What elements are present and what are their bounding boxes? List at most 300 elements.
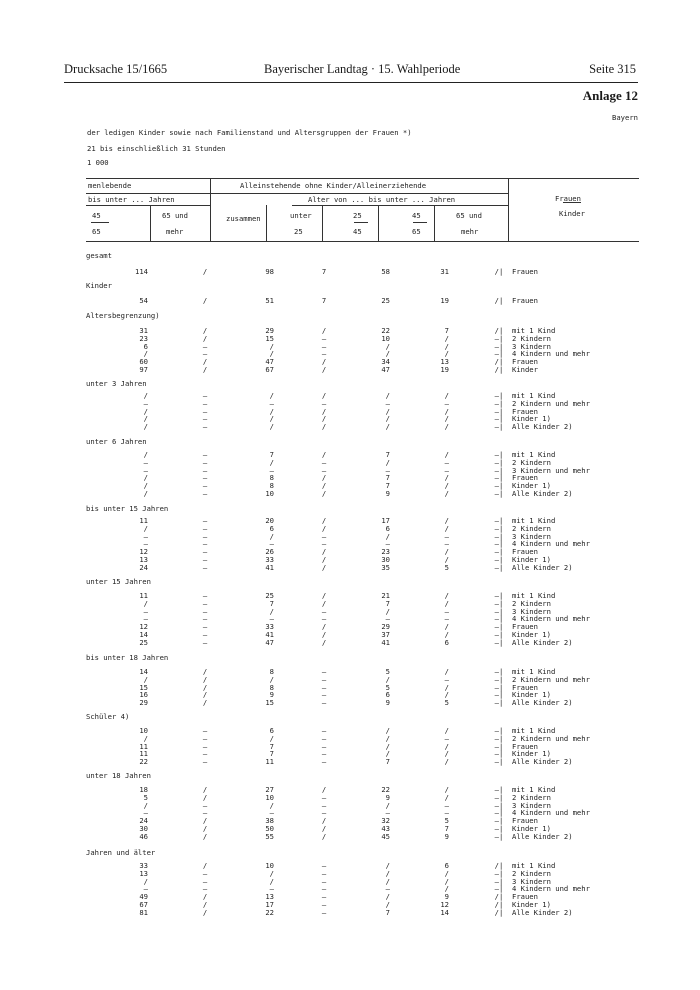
header-rule-4 <box>292 205 508 206</box>
col-45-65: / <box>444 341 449 351</box>
col-total: 50 <box>265 824 274 833</box>
col-cohabiting-45-65: 13 <box>139 555 148 564</box>
col-total: 22 <box>265 907 274 917</box>
row-label: 4 Kindern und mehr <box>512 539 590 549</box>
row-label: mit 1 Kind <box>512 785 556 794</box>
col-cohabiting-45-65: – <box>143 465 148 475</box>
col-under-25: – <box>321 531 327 541</box>
col-under-25: – <box>321 800 327 810</box>
row-label: Kinder 1) <box>512 690 551 700</box>
col-45-65: / <box>444 726 449 735</box>
table-header <box>86 178 639 242</box>
col-under-25: – <box>321 749 327 759</box>
col-cohabiting-65plus: – <box>202 414 208 424</box>
col-25-45: 22 <box>381 326 390 335</box>
col-cohabiting-65plus: – <box>202 465 208 475</box>
col-cohabiting-65plus: / <box>202 357 208 367</box>
col-25-45: / <box>385 861 390 870</box>
col-65plus: –| <box>494 757 504 767</box>
col-cohabiting-65plus: – <box>202 884 208 894</box>
col-45-65: – <box>444 606 449 616</box>
page-number: Seite 315 <box>589 62 636 76</box>
col-cohabiting-45-65: 30 <box>139 824 148 833</box>
col-total: 8 <box>269 682 274 692</box>
row-label: Kinder 1) <box>512 414 551 424</box>
col-under-25: / <box>321 523 327 533</box>
col-under-25: / <box>321 489 327 498</box>
row-label: 4 Kindern und mehr <box>512 349 590 359</box>
col-65plus: –| <box>494 614 504 624</box>
col-45-65: / <box>444 591 449 600</box>
col-cohabiting-65plus: / <box>202 267 208 276</box>
col-cohabiting-45-65: 31 <box>139 326 148 335</box>
col-65plus: –| <box>494 414 504 424</box>
col-total: – <box>269 398 274 408</box>
col-total: 33 <box>265 622 274 632</box>
fraction-bar-2 <box>354 222 368 223</box>
col-sep-1 <box>150 205 151 241</box>
row-label: mit 1 Kind <box>512 450 556 459</box>
col-under-25: – <box>321 792 327 802</box>
col-cohabiting-45-65: / <box>143 391 148 400</box>
table-row <box>0 691 700 699</box>
col-25-45: / <box>385 726 390 735</box>
col-65plus: –| <box>494 785 504 794</box>
col-25-45: 32 <box>381 816 390 826</box>
col-cohabiting-45-65: / <box>143 674 148 684</box>
col-cohabiting-65plus: – <box>202 726 208 735</box>
col-cohabiting-65plus: – <box>202 868 208 878</box>
col-65plus: –| <box>494 876 504 886</box>
col-65plus: –| <box>494 674 504 684</box>
col-cohabiting-45-65: 29 <box>139 698 148 708</box>
col-45-65: 19 <box>440 296 449 305</box>
col-cohabiting-65plus: – <box>202 630 208 639</box>
col-total: 6 <box>269 523 274 533</box>
row-label: Frauen <box>512 473 538 483</box>
col-sep-6 <box>434 205 435 241</box>
col-25-45: 22 <box>381 785 390 794</box>
section-title: unter 18 Jahren <box>86 771 151 780</box>
col-under-25: – <box>321 726 327 735</box>
col-45-65: / <box>444 598 449 608</box>
col-25-45: 9 <box>385 792 390 802</box>
col-total: 47 <box>265 637 274 647</box>
table-row <box>0 750 700 758</box>
col-cohabiting-45-65: 14 <box>139 667 148 676</box>
col-under-25: / <box>321 547 327 557</box>
col-cohabiting-65plus: – <box>202 555 208 564</box>
col-25-45: / <box>385 606 390 616</box>
col-total: 26 <box>265 547 274 557</box>
col-65plus: –| <box>494 591 504 600</box>
table-row <box>0 699 700 707</box>
col-cohabiting-65plus: / <box>202 785 208 794</box>
col-cohabiting-65plus: – <box>202 749 208 759</box>
col-cohabiting-65plus: – <box>202 637 208 647</box>
col-65plus: –| <box>494 637 504 647</box>
section-title: unter 15 Jahren <box>86 577 151 586</box>
col-25-45: / <box>385 406 390 416</box>
col-65plus: –| <box>494 808 504 818</box>
table-row <box>0 758 700 766</box>
intro-line-1: der ledigen Kinder sowie nach Familienstand und Altersgruppen der Frauen *) <box>87 128 412 137</box>
annex-label: Anlage 12 <box>582 88 638 103</box>
table-row <box>0 794 700 802</box>
col-45-65: – <box>444 733 449 743</box>
col-under-25: / <box>321 357 327 367</box>
col-total: 38 <box>265 816 274 826</box>
col-total: 67 <box>265 365 274 374</box>
header-rule-3 <box>86 205 210 206</box>
col-total: 10 <box>265 489 274 498</box>
col-cohabiting-45-65: 11 <box>139 741 148 751</box>
col-total: – <box>269 539 274 549</box>
col-65plus: –| <box>494 333 504 343</box>
col-25-45: 30 <box>381 555 390 564</box>
col-total: 6 <box>269 726 274 735</box>
col-65plus: –| <box>494 682 504 692</box>
col-65plus: –| <box>494 531 504 541</box>
col-total: 33 <box>265 555 274 564</box>
col-45-65: 6 <box>444 861 449 870</box>
col-total: 10 <box>265 792 274 802</box>
col-cohabiting-65plus: / <box>202 816 208 826</box>
col-45-65: / <box>444 547 449 557</box>
row-label: Kinder <box>512 365 538 374</box>
col-cohabiting-45-65: / <box>143 733 148 743</box>
col-25-45: 6 <box>385 523 390 533</box>
col-cohabiting-65plus: – <box>202 800 208 810</box>
col-65plus: –| <box>494 741 504 751</box>
table-row <box>0 415 700 423</box>
col-65plus: /| <box>494 892 504 902</box>
col-25-45: / <box>385 457 390 467</box>
table-row <box>0 623 700 631</box>
col-65plus: –| <box>494 422 504 432</box>
table-row <box>0 833 700 841</box>
page-header <box>64 62 636 80</box>
col-cohabiting-45-65: 67 <box>139 900 148 909</box>
col-25-45: / <box>385 900 390 909</box>
col-cohabiting-65plus: – <box>202 808 208 818</box>
col-45-65: 13 <box>440 357 449 367</box>
col-cohabiting-65plus: – <box>202 473 208 483</box>
col-25-45: – <box>385 398 390 408</box>
col-65plus: –| <box>494 406 504 416</box>
col-25-45: / <box>385 674 390 684</box>
row-label: 3 Kindern <box>512 606 551 616</box>
col-45-65: – <box>444 800 449 810</box>
table-row <box>0 540 700 548</box>
col-cohabiting-45-65: / <box>143 473 148 483</box>
table-row <box>0 335 700 343</box>
col-cohabiting-65plus: / <box>202 674 208 684</box>
col-45-65: / <box>444 422 449 432</box>
row-label: 2 Kindern <box>512 792 551 802</box>
col-45-65: / <box>444 489 449 498</box>
col-cohabiting-45-65: 6 <box>143 341 148 351</box>
table-row <box>0 408 700 416</box>
col-under-25: / <box>321 816 327 826</box>
col-under-25: – <box>321 341 327 351</box>
col-65plus: –| <box>494 547 504 557</box>
section-title: bis unter 15 Jahren <box>86 504 169 513</box>
col-under-25: / <box>321 562 327 572</box>
row-label: Kinder 1) <box>512 481 551 491</box>
section-title: Jahren und älter <box>86 848 156 857</box>
col-total: 8 <box>269 667 274 676</box>
col-25-45: – <box>385 465 390 475</box>
col-total: 8 <box>269 481 274 491</box>
col-45-65: / <box>444 349 449 359</box>
col-total: / <box>269 391 274 400</box>
col-total: – <box>269 808 274 818</box>
col-under-25: – <box>321 808 327 818</box>
table-row <box>0 358 700 366</box>
col-under-25: – <box>321 876 327 886</box>
col-cohabiting-45-65: 11 <box>139 591 148 600</box>
table-row <box>0 366 700 374</box>
row-label: 2 Kindern <box>512 523 551 533</box>
header-zusammen: zusammen <box>226 214 261 223</box>
col-total: / <box>269 876 274 886</box>
col-under-25: – <box>321 733 327 743</box>
col-cohabiting-45-65: 24 <box>139 816 148 826</box>
col-cohabiting-65plus: – <box>202 341 208 351</box>
col-45-65: 6 <box>444 637 449 647</box>
col-total: 11 <box>265 757 274 767</box>
col-25-45: / <box>385 414 390 424</box>
col-cohabiting-45-65: 97 <box>139 365 148 374</box>
col-under-25: / <box>321 591 327 600</box>
col-45-65: – <box>444 398 449 408</box>
fraction-bar-1 <box>91 222 109 223</box>
table-row <box>0 533 700 541</box>
col-under-25: / <box>321 406 327 416</box>
col-25-45: 25 <box>381 296 390 305</box>
header-mehr-b: mehr <box>461 227 479 236</box>
col-total: 98 <box>265 267 274 276</box>
col-25-45: / <box>385 733 390 743</box>
section-title: gesamt <box>86 251 112 260</box>
col-cohabiting-45-65: 12 <box>139 547 148 557</box>
col-65plus: –| <box>494 831 504 841</box>
col-45-65: 7 <box>444 824 449 833</box>
col-under-25: / <box>321 450 327 459</box>
row-label: 3 Kindern <box>512 876 551 886</box>
col-under-25: – <box>321 757 327 767</box>
row-label: 2 Kindern und mehr <box>512 674 590 684</box>
table-row <box>0 608 700 616</box>
table-row <box>0 743 700 751</box>
col-25-45: 7 <box>385 481 390 491</box>
section-title: bis unter 18 Jahren <box>86 653 169 662</box>
col-cohabiting-65plus: – <box>202 523 208 533</box>
col-65plus: –| <box>494 539 504 549</box>
col-cohabiting-65plus: – <box>202 391 208 400</box>
col-under-25: / <box>321 785 327 794</box>
header-45b: 45 <box>353 227 362 236</box>
col-cohabiting-45-65: – <box>143 531 148 541</box>
col-65plus: /| <box>494 326 504 335</box>
col-under-25: / <box>321 831 327 841</box>
col-under-25: / <box>321 824 327 833</box>
table-row <box>0 268 700 276</box>
col-total: 8 <box>269 473 274 483</box>
table-row <box>0 525 700 533</box>
col-under-25: / <box>321 630 327 639</box>
table-row <box>0 809 700 817</box>
col-sep-4 <box>322 205 323 241</box>
col-total: 27 <box>265 785 274 794</box>
intro-line-3: 1 000 <box>87 158 109 167</box>
col-total: 25 <box>265 591 274 600</box>
table-row <box>0 400 700 408</box>
col-25-45: 45 <box>381 831 390 841</box>
col-45-65: / <box>444 741 449 751</box>
col-25-45: 9 <box>385 489 390 498</box>
col-25-45: 23 <box>381 547 390 557</box>
col-45-65: 5 <box>444 816 449 826</box>
col-cohabiting-65plus: / <box>202 326 208 335</box>
col-65plus: –| <box>494 341 504 351</box>
col-cohabiting-45-65: – <box>143 457 148 467</box>
row-label: Alle Kinder 2) <box>512 637 573 647</box>
header-rule-top <box>86 178 639 179</box>
row-label: Kinder 1) <box>512 630 551 639</box>
fraction-bar-3 <box>413 222 427 223</box>
col-total: / <box>269 414 274 424</box>
header-cohabiting: menlebende <box>88 181 132 190</box>
table-row <box>0 878 700 886</box>
col-cohabiting-65plus: / <box>202 682 208 692</box>
col-25-45: 41 <box>381 637 390 647</box>
table-row <box>0 548 700 556</box>
col-under-25: – <box>321 907 327 917</box>
col-25-45: – <box>385 614 390 624</box>
col-cohabiting-45-65: 14 <box>139 630 148 639</box>
col-25-45: 9 <box>385 698 390 708</box>
col-25-45: / <box>385 749 390 759</box>
header-65-und-b: 65 und <box>456 211 482 220</box>
col-cohabiting-45-65: 11 <box>139 749 148 759</box>
col-45-65: 14 <box>440 907 449 917</box>
row-label: Alle Kinder 2) <box>512 831 573 841</box>
header-mehr: mehr <box>166 227 184 236</box>
col-65plus: /| <box>494 267 504 276</box>
col-total: 7 <box>269 741 274 751</box>
col-under-25: – <box>321 674 327 684</box>
col-65plus: /| <box>494 296 504 305</box>
col-total: 17 <box>265 900 274 909</box>
col-under-25: – <box>321 900 327 909</box>
col-25-45: / <box>385 876 390 886</box>
col-total: 41 <box>265 630 274 639</box>
col-total: / <box>269 868 274 878</box>
col-cohabiting-65plus: / <box>202 824 208 833</box>
col-65plus: –| <box>494 450 504 459</box>
col-cohabiting-45-65: / <box>143 414 148 424</box>
col-cohabiting-65plus: – <box>202 457 208 467</box>
col-cohabiting-45-65: 13 <box>139 868 148 878</box>
table-row <box>0 474 700 482</box>
row-label: mit 1 Kind <box>512 516 556 525</box>
document-number: Drucksache 15/1665 <box>64 62 168 76</box>
col-under-25: – <box>321 349 327 359</box>
col-cohabiting-45-65: / <box>143 523 148 533</box>
col-45-65: / <box>444 876 449 886</box>
col-under-25: / <box>321 555 327 564</box>
table-row <box>0 482 700 490</box>
col-65plus: /| <box>494 907 504 917</box>
table-row <box>0 802 700 810</box>
table-row <box>0 343 700 351</box>
col-45-65: – <box>444 808 449 818</box>
col-under-25: – <box>321 398 327 408</box>
row-label: 2 Kindern und mehr <box>512 733 590 743</box>
table-row <box>0 423 700 431</box>
col-under-25: / <box>321 481 327 491</box>
intro-line-2: 21 bis einschließlich 31 Stunden <box>87 144 226 153</box>
row-label: Frauen <box>512 406 538 416</box>
col-45-65: / <box>444 450 449 459</box>
table-row <box>0 817 700 825</box>
col-45-65: / <box>444 667 449 676</box>
col-65plus: –| <box>494 457 504 467</box>
header-45: 45 <box>92 211 101 220</box>
col-under-25: – <box>321 861 327 870</box>
col-45-65: 9 <box>444 892 449 902</box>
col-25-45: 6 <box>385 690 390 700</box>
col-65plus: /| <box>494 900 504 909</box>
table-row <box>0 825 700 833</box>
section-title: unter 3 Jahren <box>86 379 147 388</box>
col-total: – <box>269 884 274 894</box>
col-65plus: –| <box>494 523 504 533</box>
col-cohabiting-65plus: – <box>202 349 208 359</box>
col-total: / <box>269 422 274 432</box>
header-rule-2 <box>86 193 508 194</box>
header-unter: unter <box>290 211 312 220</box>
col-under-25: / <box>321 637 327 647</box>
col-65plus: –| <box>494 516 504 525</box>
header-frauen: Frauen <box>555 194 581 203</box>
col-under-25: – <box>321 741 327 751</box>
col-25-45: 58 <box>381 267 390 276</box>
col-under-25: – <box>321 539 327 549</box>
row-label: mit 1 Kind <box>512 861 556 870</box>
col-cohabiting-65plus: / <box>202 365 208 374</box>
col-65plus: –| <box>494 391 504 400</box>
col-45-65: / <box>444 481 449 491</box>
col-under-25: – <box>321 682 327 692</box>
col-65plus: –| <box>494 733 504 743</box>
col-cohabiting-45-65: / <box>143 800 148 810</box>
col-45-65: / <box>444 391 449 400</box>
row-label: mit 1 Kind <box>512 591 556 600</box>
col-cohabiting-65plus: / <box>202 296 208 305</box>
col-65plus: –| <box>494 698 504 708</box>
table-row <box>0 901 700 909</box>
col-total: 7 <box>269 749 274 759</box>
col-cohabiting-65plus: – <box>202 733 208 743</box>
table-row <box>0 909 700 917</box>
col-65plus: –| <box>494 690 504 700</box>
col-65plus: –| <box>494 606 504 616</box>
col-total: / <box>269 341 274 351</box>
row-label: 3 Kindern und mehr <box>512 465 590 475</box>
